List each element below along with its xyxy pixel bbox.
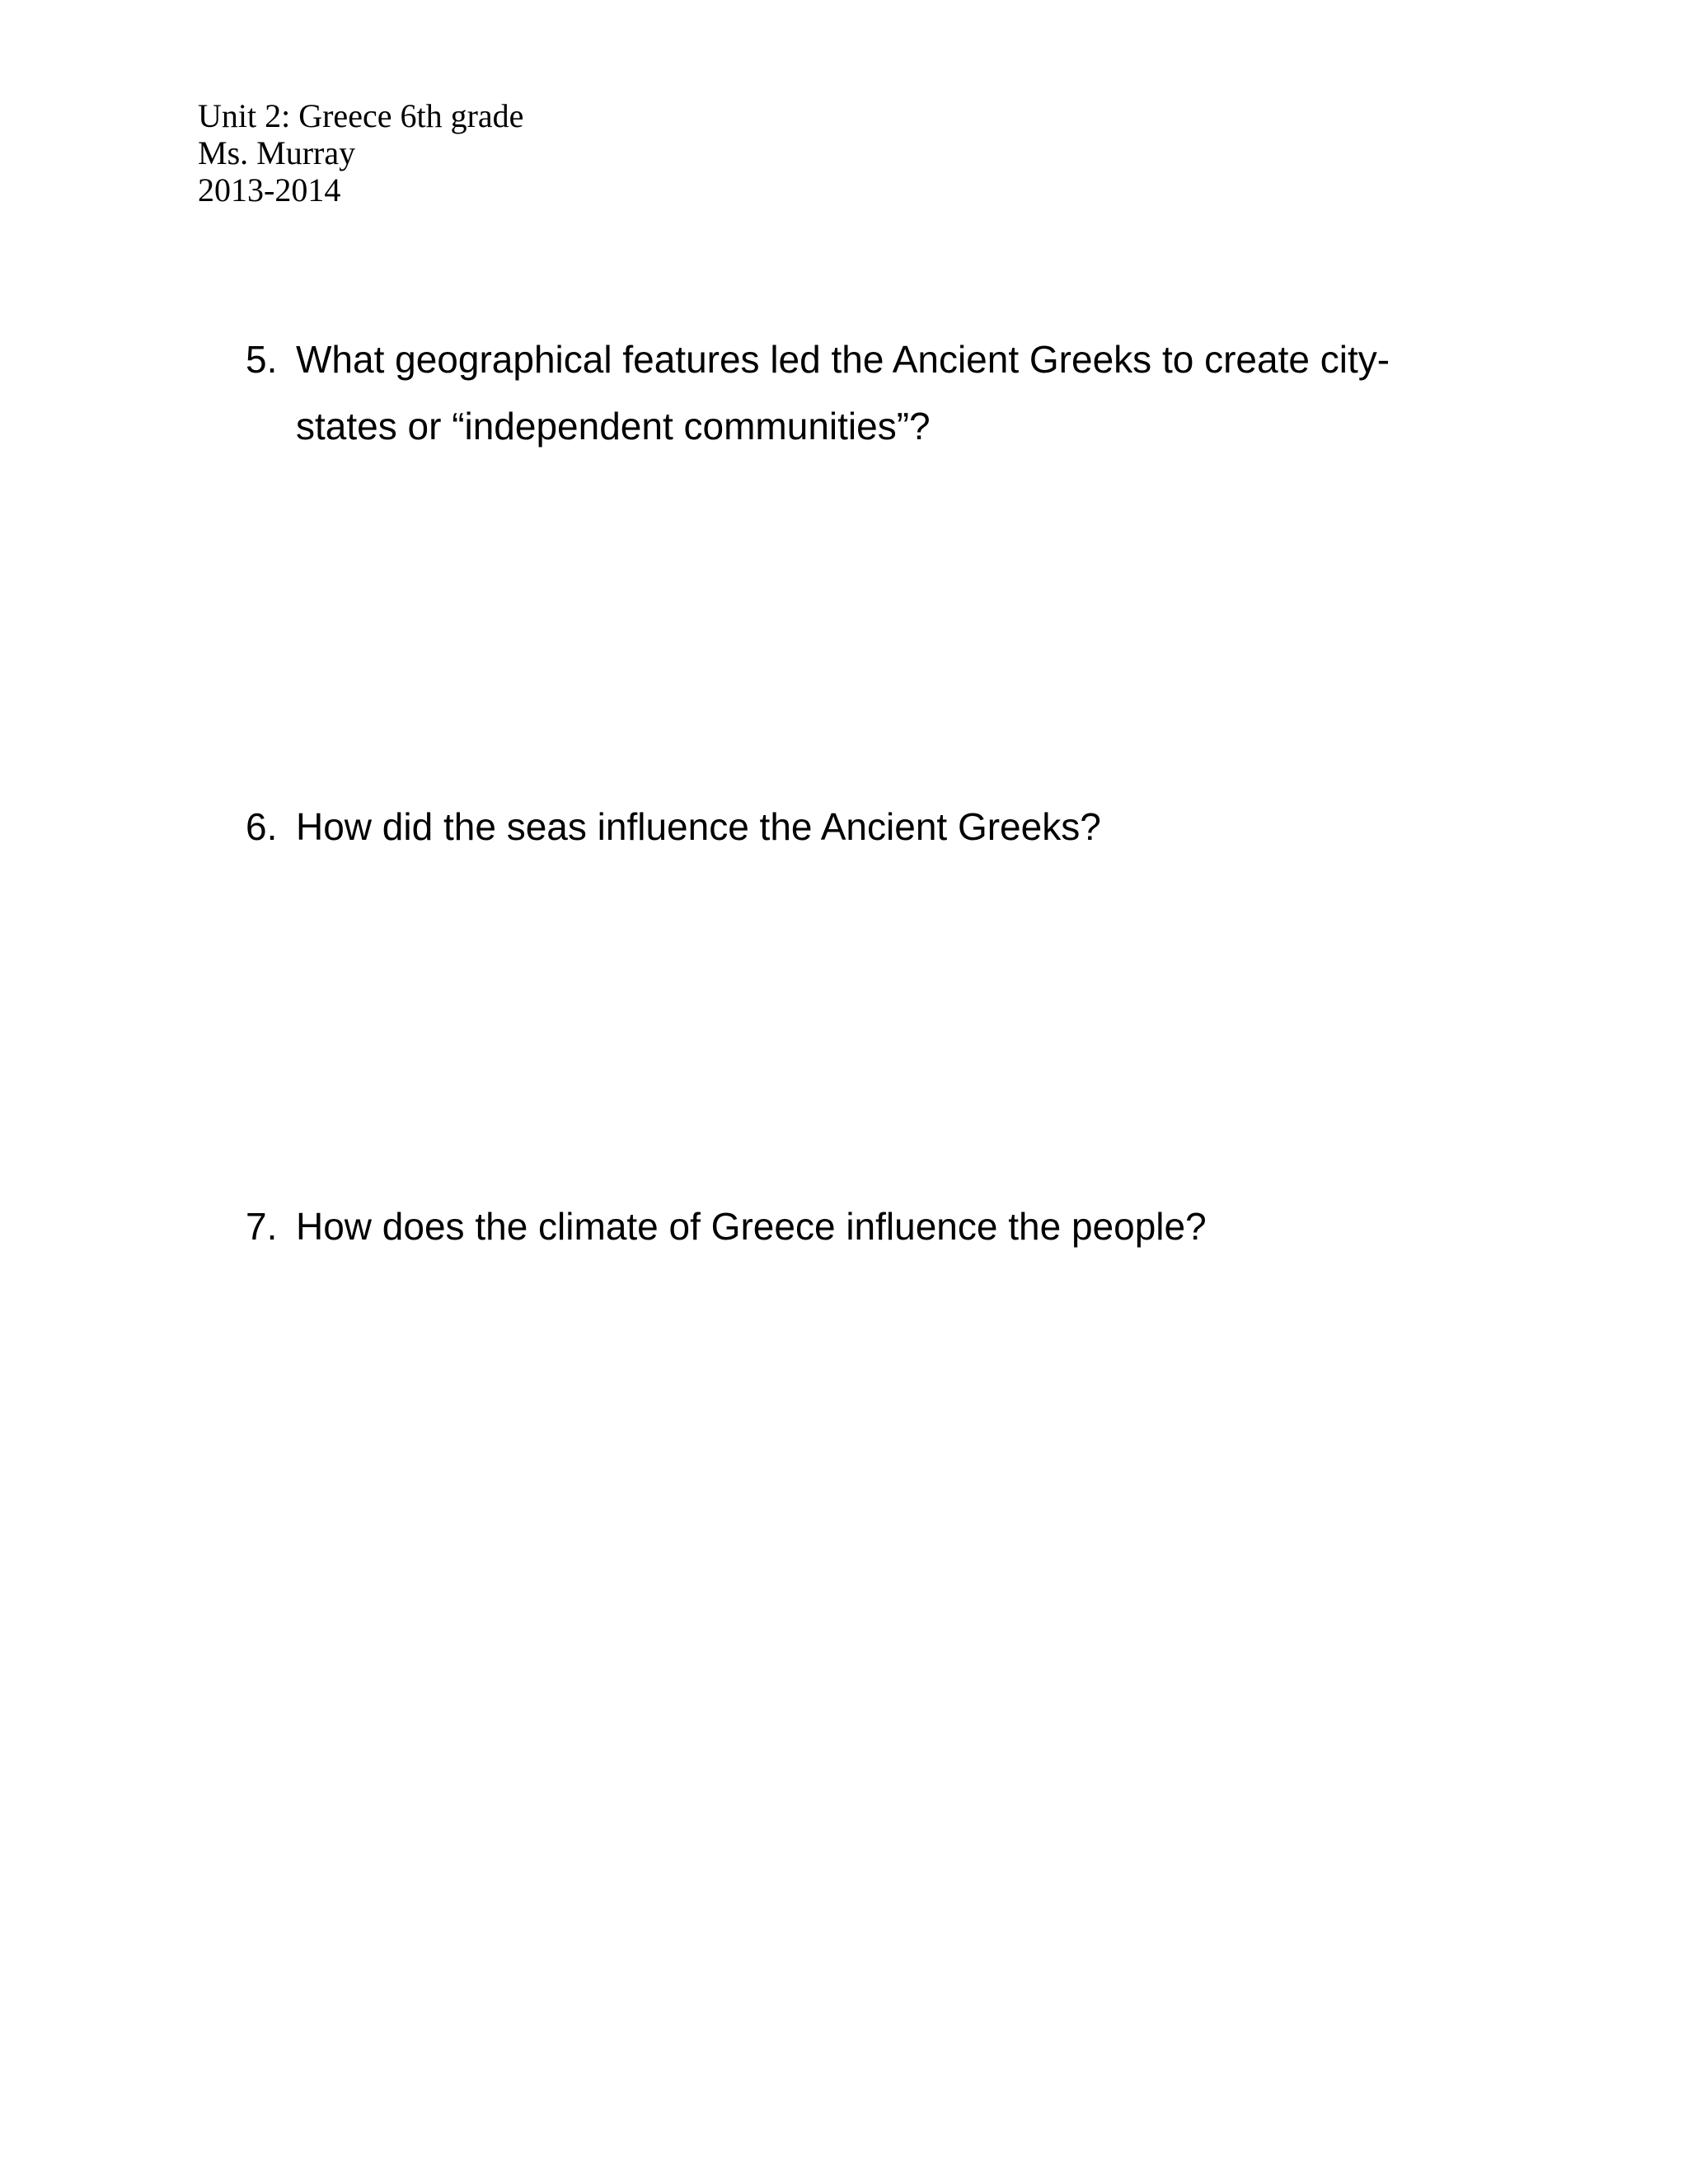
question-text-line: What geographical features led the Ancient Greeks to create city-: [296, 338, 1390, 381]
question-text: [296, 1193, 1449, 1260]
question-number: 7.: [246, 1205, 278, 1248]
question-7: [246, 1193, 1449, 1260]
document-header: [198, 97, 523, 209]
school-year: 2013-2014: [198, 171, 341, 209]
question-text-line: How does the climate of Greece influence the people?: [296, 1205, 1207, 1248]
question-text-line: How did the seas influence the Ancient Greeks?: [296, 805, 1101, 848]
question-number: 6.: [246, 805, 278, 848]
question-text: [296, 326, 1449, 460]
question-text: [296, 794, 1449, 860]
teacher-name: Ms. Murray: [198, 134, 356, 171]
question-number: 5.: [246, 338, 278, 381]
unit-title: Unit 2: Greece 6th grade: [198, 97, 524, 134]
question-5: [246, 326, 1449, 460]
question-text-line: states or “independent communities”?: [296, 405, 931, 448]
question-6: [246, 794, 1449, 860]
